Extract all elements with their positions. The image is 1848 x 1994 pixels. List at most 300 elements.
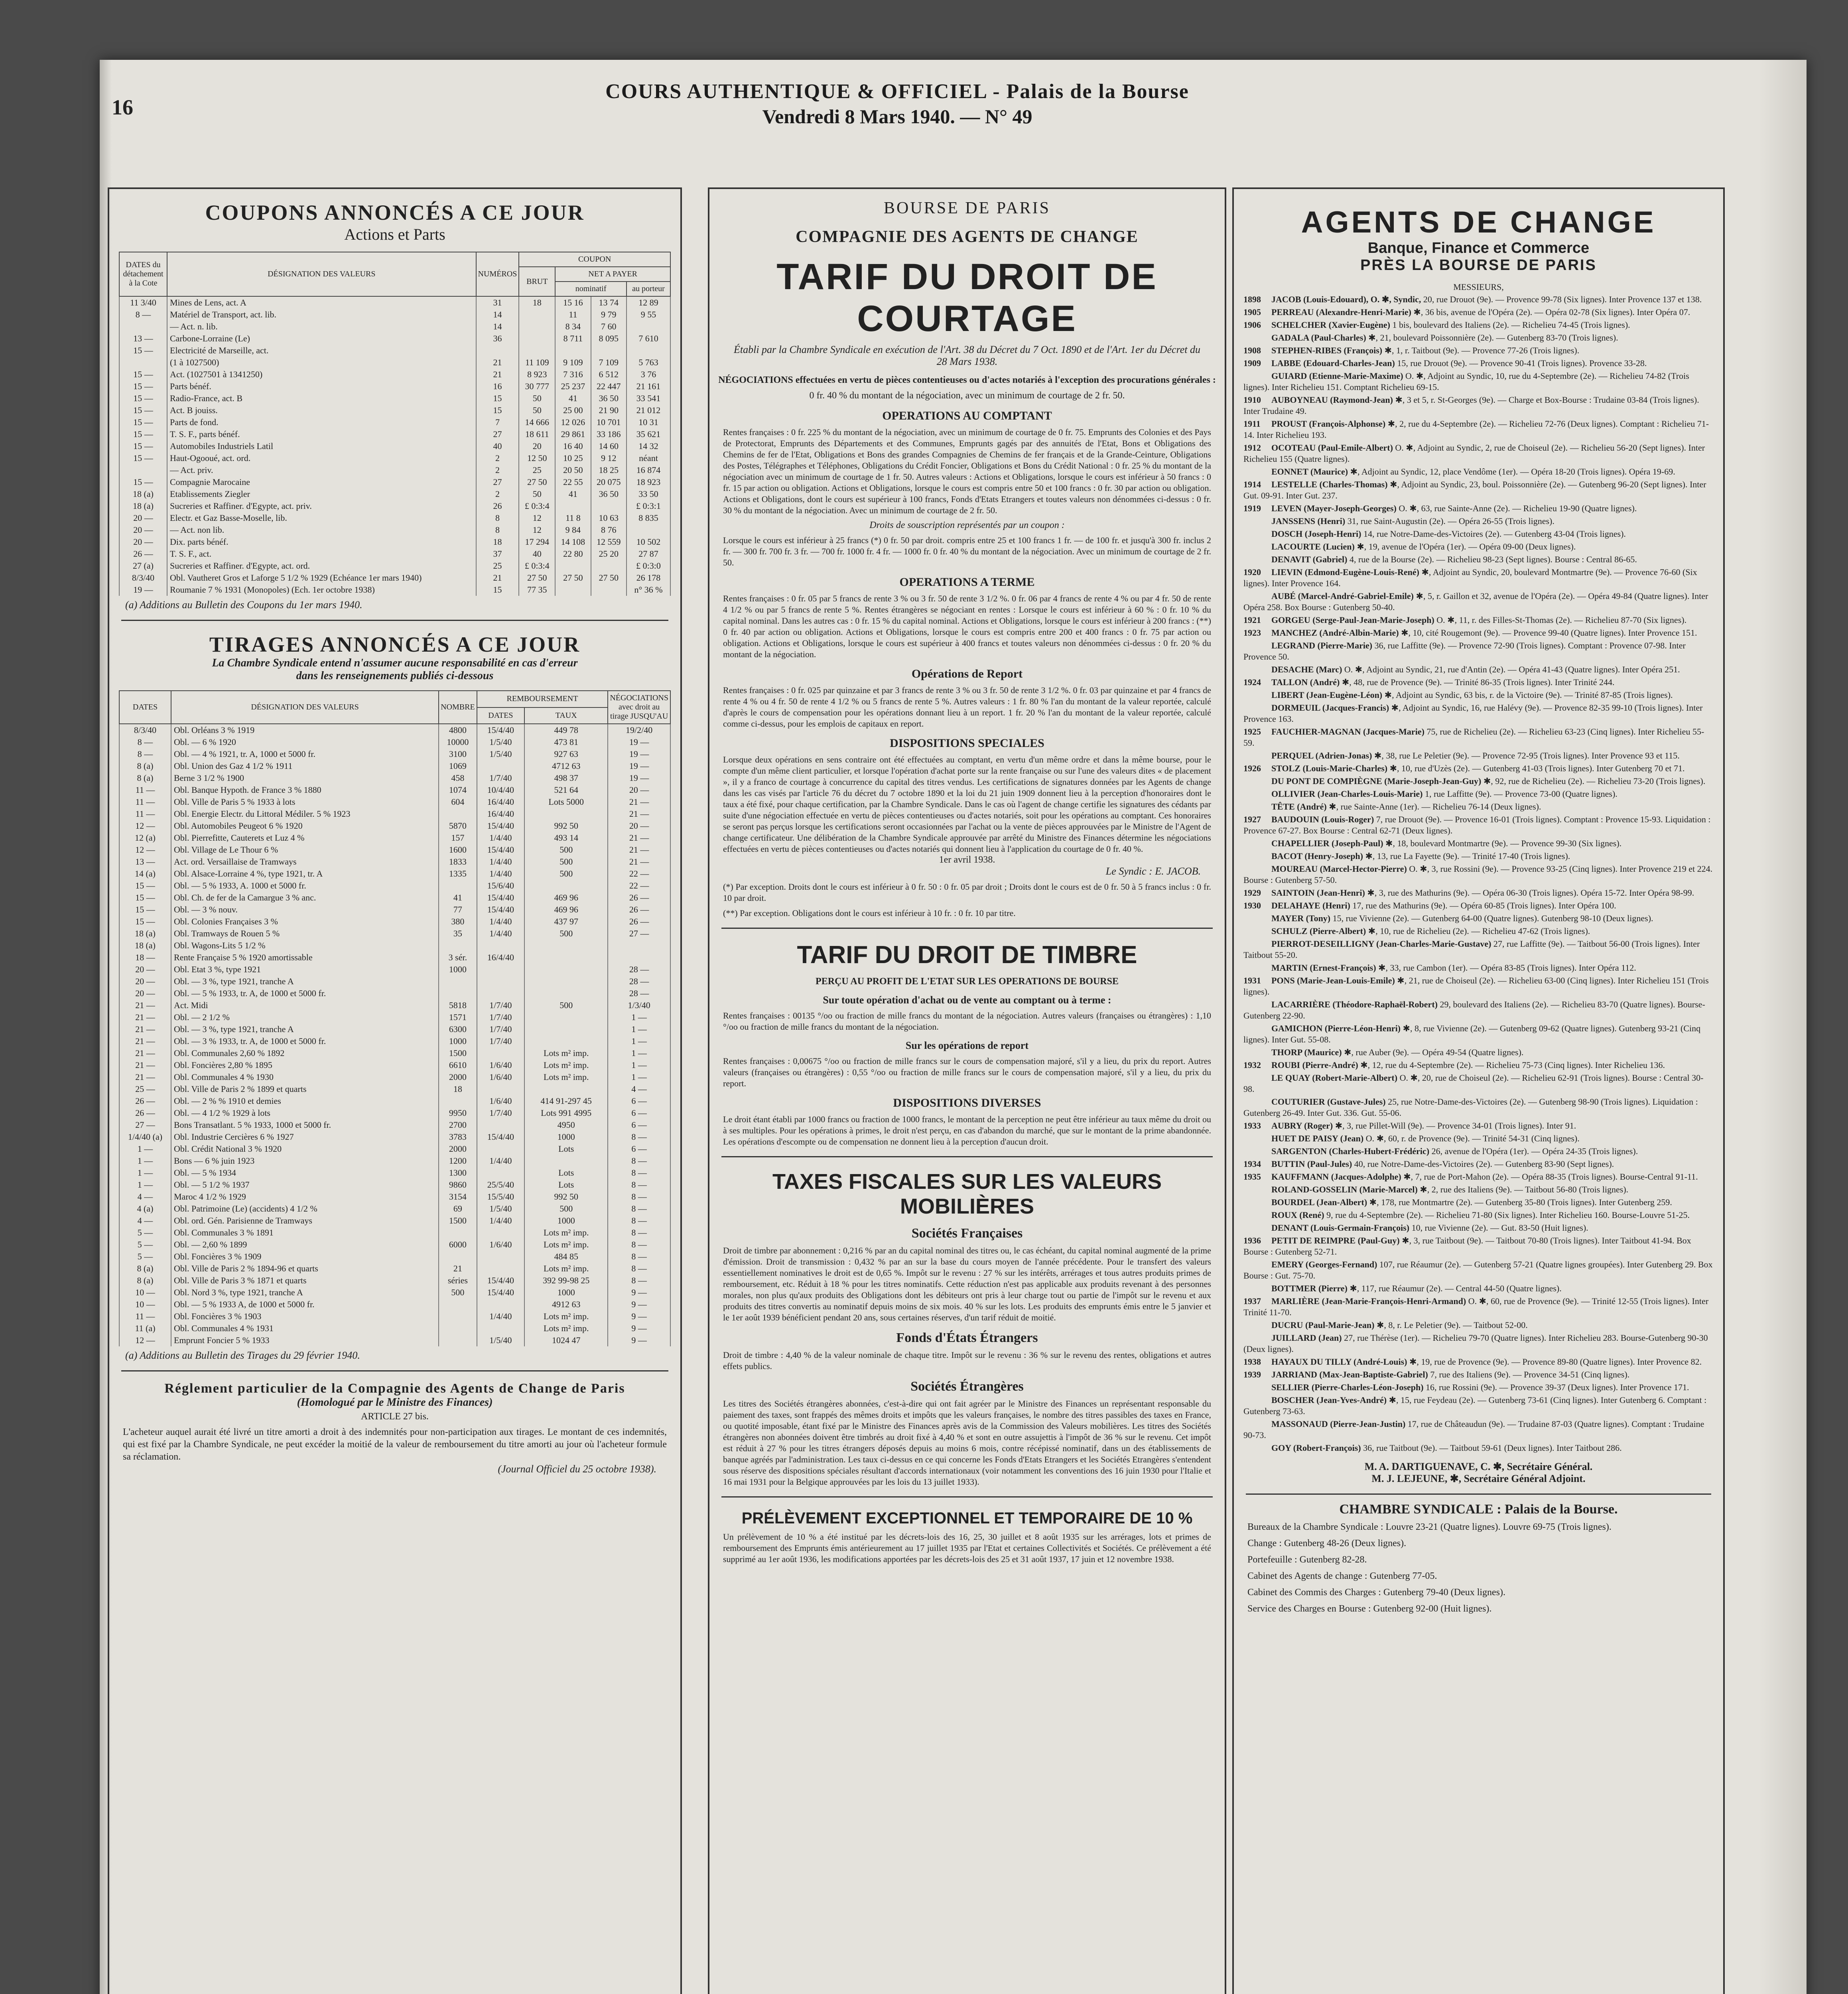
table-cell — [439, 940, 477, 952]
agent-entry — [1234, 1259, 1723, 1281]
tarif-syndic: Le Syndic : E. JACOB. — [1105, 865, 1201, 877]
agent-address: O. ✱, Adjoint au Syndic, 2, rue de Choiseul (2e). — Richelieu 56-20 (Sept lignes). Inter Richelieu 155 (Quatre lignes). — [1243, 443, 1705, 464]
table-cell: 8 — — [608, 1227, 670, 1239]
agent-address: 31, rue Saint-Augustin (2e). — Opéra 26-55 (Trois lignes). — [1347, 516, 1554, 526]
table-cell: 3 sér. — [439, 952, 477, 964]
agent-name: LESTELLE (Charles-Thomas) — [1271, 479, 1388, 489]
table-row — [119, 1047, 670, 1059]
table-cell: Obl. — 2 % % 1910 et demies — [171, 1095, 439, 1107]
agent-address: 1 bis, boulevard des Italiens (2e). — Richelieu 74-45 (Trois lignes). — [1392, 320, 1630, 330]
table-cell: 1/4/40 (a) — [119, 1131, 171, 1143]
table-cell: 26 — — [119, 1095, 171, 1107]
table-cell: 41 — [439, 892, 477, 904]
table-cell: 7 60 — [591, 321, 627, 333]
table-cell: 449 78 — [524, 724, 608, 736]
agent-entry — [1234, 1296, 1723, 1318]
table-row — [119, 309, 670, 321]
secretaire-general: M. A. DARTIGUENAVE, C. ✱, Secrétaire Général. — [1364, 1461, 1593, 1472]
tarif-exception-1: (*) Par exception. Droits dont le cours est inférieur à 0 fr. 50 : 0 fr. 05 par droit ; Droits dont le cours est de 0 fr. 50 à 5 francs inclus : 0 fr. 10 par droit. — [723, 882, 1211, 903]
table-cell: 7 610 — [627, 333, 670, 345]
tirages-col-remb-dates: DATES — [477, 707, 524, 724]
table-row — [119, 404, 670, 416]
table-cell: Lots 991 4995 — [524, 1107, 608, 1119]
table-cell: 1/7/40 — [477, 1023, 524, 1035]
table-row — [119, 572, 670, 584]
table-cell: 8 — — [119, 736, 171, 748]
table-cell: 10 31 — [627, 416, 670, 428]
agent-year: 1934 — [1243, 1159, 1261, 1169]
table-cell: 9950 — [439, 1107, 477, 1119]
table-cell: 16/4/40 — [477, 952, 524, 964]
reglement-title: Réglement particulier de la Compagnie des Agents de Change de Paris — [164, 1381, 625, 1396]
table-cell — [524, 1035, 608, 1047]
table-cell: Obl. — 5 % 1933 A, de 1000 et 5000 fr. — [171, 1298, 439, 1310]
table-row — [119, 488, 670, 500]
agent-year: 1905 — [1243, 307, 1261, 317]
table-cell: Obl. Vautheret Gros et Laforge 5 1/2 % 1929 (Echéance 1er mars 1940) — [167, 572, 476, 584]
agent-name: DELAHAYE (Henri) — [1271, 900, 1350, 910]
table-cell: 30 777 — [519, 380, 555, 392]
table-cell: 1/5/40 — [477, 736, 524, 748]
table-cell: Bons Transatlant. 5 % 1933, 1000 et 5000 fr. — [171, 1119, 439, 1131]
table-cell: 50 — [519, 488, 555, 500]
table-row — [119, 987, 670, 999]
table-cell: 5 — — [119, 1251, 171, 1263]
table-cell: 469 96 — [524, 892, 608, 904]
table-cell: Obl. Foncières 2,80 % 1895 — [171, 1059, 439, 1071]
agent-entry — [1234, 887, 1723, 898]
agent-address: 25, rue Notre-Dame-des-Victoires (2e). — Gutenberg 98-90 (Trois lignes). Liquidation : Gutenberg 26-49. Inter Gut. 336. Gut. 55-06. — [1243, 1097, 1698, 1118]
table-cell: 41 — [555, 392, 591, 404]
taxes-title: TAXES FISCALES SUR LES VALEURS MOBILIÈRES — [772, 1170, 1162, 1218]
table-row — [119, 333, 670, 345]
agent-name: DENAVIT (Gabriel) — [1271, 554, 1348, 564]
table-cell: Obl. Ch. de fer de la Camargue 3 % anc. — [171, 892, 439, 904]
table-cell: 12 559 — [591, 536, 627, 548]
page-number: 16 — [112, 95, 133, 119]
table-cell: Obl. Wagons-Lits 5 1/2 % — [171, 940, 439, 952]
table-cell — [477, 975, 524, 987]
coupons-table-body — [119, 296, 670, 596]
table-cell: 1 — — [608, 1047, 670, 1059]
agent-year: 1927 — [1243, 814, 1261, 824]
table-cell: 21 — — [119, 1035, 171, 1047]
table-cell: 7 — [476, 416, 519, 428]
table-cell: 1 — — [608, 1023, 670, 1035]
table-cell: 12 89 — [627, 296, 670, 309]
table-cell: 8 — — [608, 1275, 670, 1287]
table-cell: 8/3/40 — [119, 572, 167, 584]
table-cell: Lots — [524, 1167, 608, 1179]
table-cell: Obl. Ville de Paris 5 % 1933 à lots — [171, 796, 439, 808]
table-cell — [591, 560, 627, 572]
table-cell: 19 — — [608, 772, 670, 784]
table-cell: Dix. parts bénéf. — [167, 536, 476, 548]
agent-year: 1937 — [1243, 1296, 1261, 1306]
tarif-date: 1er avril 1938. — [939, 855, 995, 865]
secretaire-general-adjoint: M. J. LEJEUNE, ✱, Secrétaire Général Adjoint. — [1371, 1473, 1586, 1484]
table-cell: 25 — [519, 464, 555, 476]
table-cell: 6610 — [439, 1059, 477, 1071]
table-cell: 18 — [519, 296, 555, 309]
table-cell: 500 — [524, 868, 608, 880]
agent-year: 1935 — [1243, 1172, 1261, 1182]
agent-address: ✱, 33, rue Cambon (1er). — Opéra 83-85 (Trois lignes). Inter Opéra 112. — [1378, 963, 1636, 973]
table-row — [119, 975, 670, 987]
table-cell: 8 (a) — [119, 772, 171, 784]
table-cell: 1/7/40 — [477, 1011, 524, 1023]
table-row — [119, 512, 670, 524]
table-row — [119, 1215, 670, 1227]
table-cell: 10 — — [119, 1298, 171, 1310]
table-row — [119, 999, 670, 1011]
table-cell: 26 — — [608, 892, 670, 904]
agent-entry — [1234, 1120, 1723, 1131]
table-cell: Matériel de Transport, act. lib. — [167, 309, 476, 321]
table-cell: 10 63 — [591, 512, 627, 524]
table-cell — [477, 1167, 524, 1179]
agent-name: OLLIVIER (Jean-Charles-Louis-Marie) — [1271, 789, 1423, 799]
table-row — [119, 832, 670, 844]
table-cell: Obl. Colonies Françaises 3 % — [171, 916, 439, 928]
table-cell: 21 — — [608, 832, 670, 844]
coupons-col-dates: DATES du détachement à la Cote — [119, 252, 167, 296]
table-cell: 14 (a) — [119, 868, 171, 880]
agent-address: ✱, 92, rue de Richelieu (2e). — Richelieu 73-20 (Trois lignes). — [1483, 776, 1706, 786]
table-cell: 1 — — [119, 1143, 171, 1155]
agent-name: COUTURIER (Gustave-Jules) — [1271, 1097, 1386, 1107]
reglement-article: ARTICLE 27 bis. — [361, 1411, 429, 1422]
table-cell: 1500 — [439, 1047, 477, 1059]
table-cell: 1000 — [524, 1131, 608, 1143]
table-cell — [519, 345, 555, 357]
table-cell: 2700 — [439, 1119, 477, 1131]
agent-entry — [1234, 627, 1723, 638]
table-cell: 8 — — [608, 1155, 670, 1167]
tarif-exception-2: (**) Par exception. Obligations dont le cours est inférieur à 10 fr. : 0 fr. 10 par titre. — [723, 908, 1016, 918]
table-cell: 2 — [476, 452, 519, 464]
table-row — [119, 428, 670, 440]
agent-address: ✱, Adjoint au Syndic, 20, boulevard Montmartre (9e). — Provence 76-60 (Six lignes). Inter Provence 164. — [1243, 567, 1697, 588]
table-cell: 21 — [476, 572, 519, 584]
agent-year: 1926 — [1243, 763, 1261, 773]
table-cell: 15 — — [119, 916, 171, 928]
masthead-title: COURS AUTHENTIQUE & OFFICIEL - Palais de la Bourse — [605, 80, 1189, 103]
table-cell: Act. Midi — [171, 999, 439, 1011]
tirages-subtitle-2: dans les renseignements publiés ci-dessous — [296, 670, 494, 682]
agents-subtitle-1: Banque, Finance et Commerce — [1367, 240, 1590, 256]
table-cell: 15/4/40 — [477, 892, 524, 904]
table-cell — [519, 321, 555, 333]
table-cell: Electricité de Marseille, act. — [167, 345, 476, 357]
table-cell: Lots m² imp. — [524, 1059, 608, 1071]
table-cell — [591, 584, 627, 596]
table-cell: 9 — — [608, 1298, 670, 1310]
table-cell: 1 — — [119, 1167, 171, 1179]
agent-address: 4, rue de la Bourse (2e). — Richelieu 98-23 (Sept lignes). Bourse : Central 86-65. — [1349, 554, 1637, 564]
table-cell: 17 294 — [519, 536, 555, 548]
table-cell: Obl. — 3 %, type 1921, tranche A — [171, 975, 439, 987]
table-row — [119, 380, 670, 392]
agent-address: ✱, 15, rue Feydeau (2e). — Gutenberg 73-61 (Cinq lignes). Inter Gutenberg 6. Comptant : Gutenberg 73-63. — [1243, 1395, 1707, 1416]
agent-name: SAINTOIN (Jean-Henri) — [1271, 888, 1365, 898]
table-cell: £ 0:3:4 — [519, 500, 555, 512]
table-cell: Obl. Communales 4 % 1930 — [171, 1071, 439, 1083]
table-cell: 8 095 — [591, 333, 627, 345]
souscription-title: Droits de souscription représentés par un coupon : — [869, 520, 1065, 530]
table-cell: 8 — — [608, 1215, 670, 1227]
agent-entry — [1234, 776, 1723, 787]
table-cell — [608, 952, 670, 964]
taxes-etr-title: Sociétés Étrangères — [910, 1379, 1024, 1394]
table-cell — [519, 309, 555, 321]
agent-entry — [1234, 307, 1723, 318]
agent-name: TÊTE (André) — [1271, 802, 1327, 812]
table-cell: Roumanie 7 % 1931 (Monopoles) (Ech. 1er octobre 1938) — [167, 584, 476, 596]
table-row — [119, 1275, 670, 1287]
table-cell: 437 97 — [524, 916, 608, 928]
table-cell: Obl. Alsace-Lorraine 4 %, type 1921, tr. A — [171, 868, 439, 880]
table-row — [119, 1023, 670, 1035]
agent-name: SARGENTON (Charles-Hubert-Frédéric) — [1271, 1146, 1430, 1156]
agents-messieurs: MESSIEURS, — [1453, 282, 1504, 292]
table-cell: 1/6/40 — [477, 1239, 524, 1251]
table-cell: 10 502 — [627, 536, 670, 548]
agent-year: 1911 — [1243, 419, 1261, 429]
table-cell: 13 — — [119, 333, 167, 345]
table-cell: 500 — [439, 1287, 477, 1298]
table-row — [119, 368, 670, 380]
agent-name: LIEVIN (Edmond-Eugène-Louis-René) — [1271, 567, 1419, 577]
table-cell: Berne 3 1/2 % 1900 — [171, 772, 439, 784]
agent-name: STOLZ (Louis-Marie-Charles) — [1271, 763, 1388, 773]
prelevement-text: Un prélèvement de 10 % a été institué par les décrets-lois des 16, 25, 30 juillet et 8 août 1935 sur les arrérages, lots et primes de remboursement des Emprunts émis antérieurement au 17 juillet 1935 par l'Etat et certaines Collectivités et Sociétés. Ce prélèvement a été supprimé au 1er août 1936, les modifications apportées par les décrets-lois des 25 et 31 août 1937, 17 juin et 12 novembre 1938. — [723, 1532, 1211, 1564]
agent-entry — [1234, 1184, 1723, 1195]
agents-list — [1234, 294, 1723, 1454]
table-cell: 16 — [476, 380, 519, 392]
table-cell: Radio-France, act. B — [167, 392, 476, 404]
table-cell: T. S. F., act. — [167, 548, 476, 560]
table-cell: Obl. Communales 2,60 % 1892 — [171, 1047, 439, 1059]
agent-entry — [1234, 516, 1723, 527]
table-cell — [439, 975, 477, 987]
tirages-subtitle-1: La Chambre Syndicale entend n'assumer aucune responsabilité en cas d'erreur — [212, 657, 578, 669]
agent-entry — [1234, 1210, 1723, 1221]
taxes-etats-title: Fonds d'États Étrangers — [896, 1330, 1038, 1345]
divider — [1246, 1494, 1711, 1495]
agent-entry — [1234, 913, 1723, 924]
agent-address: 7, rue Drouot (9e). — Provence 16-01 (Trois lignes). Comptant : Provence 15-93. Liquidation : Provence 67-27. Box Bourse : Central 62-71 (Deux lignes). — [1243, 814, 1711, 835]
table-cell: 5 763 — [627, 357, 670, 368]
agent-year: 1910 — [1243, 395, 1261, 405]
table-cell — [477, 1251, 524, 1263]
table-cell: 473 81 — [524, 736, 608, 748]
table-cell: 15 — — [119, 368, 167, 380]
agent-name: BOTTMER (Pierre) — [1271, 1283, 1348, 1293]
table-cell: Sucreries et Raffiner. d'Egypte, act. ord. — [167, 560, 476, 572]
table-cell: Parts bénéf. — [167, 380, 476, 392]
table-cell: 14 — [476, 321, 519, 333]
table-cell: Obl. Banque Hypoth. de France 3 % 1880 — [171, 784, 439, 796]
agent-entry — [1234, 863, 1723, 886]
tirages-col-remb-taux: TAUX — [524, 707, 608, 724]
souscription-text: Lorsque le cours est inférieur à 25 francs (*) 0 fr. 50 par droit. compris entre 25 et 100 francs 1 fr. — de 100 fr. et jusqu'à 300 fr. inclus 2 fr. — 300 fr. 700 fr. 3 fr. — 700 fr. 1000 fr. 4 fr. — 1000 fr. 0 fr. 40 % du montant de la négociation. Avec un minimum de courtage de 2 fr. 50. — [723, 535, 1211, 567]
table-cell: 9 — — [608, 1310, 670, 1322]
agent-year: 1919 — [1243, 503, 1261, 513]
agent-name: PROUST (François-Alphonse) — [1271, 419, 1386, 429]
table-cell: Emprunt Foncier 5 % 1933 — [171, 1334, 439, 1346]
table-cell: 1/7/40 — [477, 1107, 524, 1119]
table-cell: 21 — — [608, 856, 670, 868]
agent-entry — [1234, 690, 1723, 701]
table-cell: £ 0:3:1 — [627, 500, 670, 512]
table-cell: 21 — [476, 368, 519, 380]
table-cell — [439, 1298, 477, 1310]
table-cell — [608, 940, 670, 952]
table-cell: 392 99-98 25 — [524, 1275, 608, 1287]
coupons-col-brut: BRUT — [519, 267, 555, 296]
table-cell: 1/5/40 — [477, 1203, 524, 1215]
table-cell: 25 20 — [591, 548, 627, 560]
agent-address: 27, rue Laffitte (9e). — Taitbout 56-00 (Trois lignes). Inter Taitbout 55-20. — [1243, 939, 1700, 960]
table-cell: 8 — — [608, 1263, 670, 1275]
table-cell: 8 — [476, 524, 519, 536]
chambre-line: Portefeuille : Gutenberg 82-28. — [1247, 1555, 1367, 1565]
table-cell: 26 — — [119, 1107, 171, 1119]
table-cell: 12 — — [119, 844, 171, 856]
table-row — [119, 880, 670, 892]
table-cell: 6 512 — [591, 368, 627, 380]
agent-name: JUILLARD (Jean) — [1271, 1333, 1342, 1343]
agent-name: DOSCH (Joseph-Henri) — [1271, 529, 1361, 539]
table-cell: Obl. — 3 %, type 1921, tranche A — [171, 1023, 439, 1035]
agent-address: O. ✱, 60, rue de Provence (9e). — Trinité 12-55 (Trois lignes). Inter Trinité 11-70. — [1243, 1296, 1709, 1317]
table-cell: 31 — [476, 296, 519, 309]
agent-entry — [1234, 591, 1723, 613]
table-cell: 500 — [524, 856, 608, 868]
masthead — [518, 80, 1276, 128]
table-cell: 12 — [519, 524, 555, 536]
table-cell: Lots m² imp. — [524, 1310, 608, 1322]
report-text: Rentes françaises : 0 fr. 025 par quinzaine et par 3 francs de rente 3 % ou 3 fr. 50 de rente 3 1/2 %. 0 fr. 03 par quinzaine et par 4 francs de rente 4 % ou 4 fr. 50 de rente 4 1/2 % ou 5 francs de rente 5 %. Autres valeurs : 1 fr. 80 % l'an du montant de la valeur reportée, calculé d'après le cours de compensation pour les opérations donnant lieu à un report. 1 fr. 20 % l'an du montant de la valeur reportée, calculé comme ci-dessus, pour les emplois de capitaux en report. — [723, 685, 1211, 729]
chambre-line: Service des Charges en Bourse : Gutenberg 92-00 (Huit lignes). — [1247, 1604, 1492, 1614]
agent-address: O. ✱, 60, r. de Provence (9e). — Trinité 54-31 (Cinq lignes). — [1365, 1133, 1580, 1143]
table-cell — [524, 880, 608, 892]
table-row — [119, 1071, 670, 1083]
table-cell: 414 91-297 45 — [524, 1095, 608, 1107]
timbre-diverses-title: DISPOSITIONS DIVERSES — [893, 1096, 1041, 1109]
table-cell: 380 — [439, 916, 477, 928]
table-cell: 27 50 — [519, 476, 555, 488]
agent-name: EMERY (Georges-Fernand) — [1271, 1259, 1377, 1269]
table-cell: Act. ord. Versaillaise de Tramways — [171, 856, 439, 868]
table-row — [119, 904, 670, 916]
table-cell — [439, 1227, 477, 1239]
agent-address: ✱, 2, rue des Italiens (9e). — Taitbout 56-80 (Trois lignes). — [1420, 1184, 1629, 1194]
table-row — [119, 345, 670, 357]
agent-address: ✱, 36 bis, avenue de l'Opéra (2e). — Opéra 02-78 (Six lignes). Inter Opéra 07. — [1413, 307, 1690, 317]
table-cell: 15 — — [119, 380, 167, 392]
table-cell: 11 — — [119, 796, 171, 808]
table-cell — [477, 1263, 524, 1275]
tirages-table — [119, 690, 671, 1346]
table-cell: Obl. — 2,60 % 1899 — [171, 1239, 439, 1251]
table-cell: 1833 — [439, 856, 477, 868]
agent-entry — [1234, 1283, 1723, 1294]
table-cell: 12 — — [119, 820, 171, 832]
table-cell — [524, 975, 608, 987]
agent-address: ✱, 5, r. Gaillon et 32, avenue de l'Opéra (2e). — Opéra 49-84 (Quatre lignes). Inter Opéra 258. Box Bourse : Gutenberg 50-40. — [1243, 591, 1708, 612]
table-cell: 15/4/40 — [477, 820, 524, 832]
agent-entry — [1234, 1146, 1723, 1157]
agent-entry — [1234, 394, 1723, 417]
table-row — [119, 1059, 670, 1071]
table-cell: 22 80 — [555, 548, 591, 560]
table-cell: 20 — — [608, 784, 670, 796]
agent-entry — [1234, 814, 1723, 836]
table-cell: Obl. Communales 3 % 1891 — [171, 1227, 439, 1239]
table-row — [119, 357, 670, 368]
table-cell — [439, 1251, 477, 1263]
agent-name: SCHELCHER (Xavier-Eugène) — [1271, 320, 1391, 330]
table-row — [119, 724, 670, 736]
coupons-col-nominatif: nominatif — [555, 282, 627, 296]
agent-name: ROUX (René) — [1271, 1210, 1324, 1220]
table-row — [119, 560, 670, 572]
table-cell: 15/6/40 — [477, 880, 524, 892]
divider — [721, 928, 1213, 929]
agent-address: ✱, 117, rue Réaumur (2e). — Central 44-50 (Quatre lignes). — [1350, 1283, 1562, 1293]
agent-address: 20, rue Drouot (9e). — Provence 99-78 (Six lignes). Inter Provence 137 et 138. — [1423, 294, 1702, 304]
table-cell: Carbone-Lorraine (Le) — [167, 333, 476, 345]
coupons-col-designation: DÉSIGNATION DES VALEURS — [167, 252, 476, 296]
table-row — [119, 1263, 670, 1275]
table-cell — [524, 952, 608, 964]
table-row — [119, 952, 670, 964]
table-cell: 1000 — [439, 1035, 477, 1047]
agent-name: THORP (Maurice) — [1271, 1047, 1342, 1057]
table-cell: 21 161 — [627, 380, 670, 392]
table-row — [119, 1179, 670, 1191]
table-cell: Obl. Communales 4 % 1931 — [171, 1322, 439, 1334]
table-row — [119, 1107, 670, 1119]
table-cell: 20 — — [119, 536, 167, 548]
table-cell: Compagnie Marocaine — [167, 476, 476, 488]
table-cell: 16 40 — [555, 440, 591, 452]
agent-entry — [1234, 999, 1723, 1021]
table-cell: 1200 — [439, 1155, 477, 1167]
table-cell: 1/4/40 — [477, 916, 524, 928]
table-cell: Obl. Pierrefitte, Cauterets et Luz 4 % — [171, 832, 439, 844]
coupons-col-net: NET A PAYER — [555, 267, 670, 282]
table-cell: Obl. — 4 % 1921, tr. A, 1000 et 5000 fr. — [171, 748, 439, 760]
table-cell: 4800 — [439, 724, 477, 736]
table-cell — [555, 584, 591, 596]
agent-address: 40, rue Notre-Dame-des-Victoires (2e). — Gutenberg 83-90 (Sept lignes). — [1354, 1159, 1614, 1169]
timbre-text-2: Rentes françaises : 0,00675 °/oo ou fraction de mille francs sur le cours de compensation majoré, s'il y a lieu, du prix du report. Autres valeurs (françaises ou étrangères) : 0,55 °/oo ou fraction de mille francs sur le cours de compensation majoré, s'il y a lieu, du prix du report. — [723, 1056, 1211, 1088]
table-cell — [477, 1227, 524, 1239]
table-cell — [524, 808, 608, 820]
agent-name: GUIARD (Etienne-Marie-Maxime) — [1271, 371, 1403, 381]
agent-entry — [1234, 528, 1723, 540]
table-cell: Obl. — 2 1/2 % — [171, 1011, 439, 1023]
table-cell: 11 — — [119, 1310, 171, 1322]
table-cell: 14 666 — [519, 416, 555, 428]
table-cell: 15 — [476, 584, 519, 596]
table-row — [119, 748, 670, 760]
table-cell: 18 923 — [627, 476, 670, 488]
table-cell: 15 — — [119, 416, 167, 428]
